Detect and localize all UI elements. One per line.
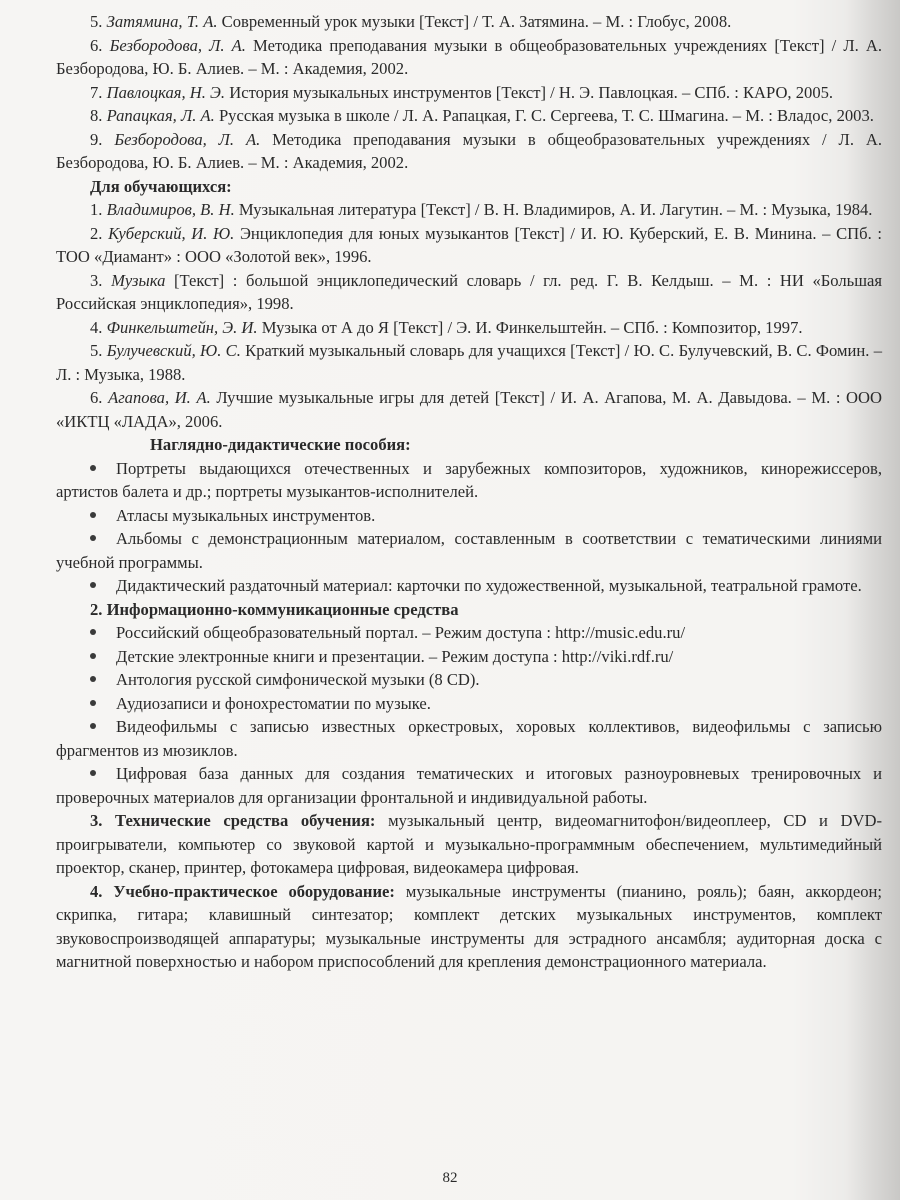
bullet-icon <box>90 676 96 682</box>
list-item: Видеофильмы с записью известных оркестровых, хоровых коллективов, видеофильмы с записью фрагментов из мюзиклов. <box>56 717 882 760</box>
reference-author: Агапова, И. А. <box>108 388 211 407</box>
bullet-icon <box>90 770 96 776</box>
list-item: Цифровая база данных для создания тематических и итоговых разноуровневых тренировочных и проверочных материалов для организации фронтальной и индивидуальной работы. <box>56 764 882 807</box>
reference-item: 6. Безбородова, Л. А. Методика преподавания музыки в общеобразовательных учреждениях [Текст] / Л. А. Безбородова, Ю. Б. Алиев. – М. : Академия, 2002. <box>56 35 883 78</box>
reference-author: Рапацкая, Л. А. <box>106 106 215 125</box>
bullet-icon <box>90 700 96 706</box>
practical-text: музыкальные инструменты (пианино, рояль); баян, аккордеон; скрипка, гитара; клавишный синтезатор; комплект детских музыкальных инструментов, комплект звуковоспроизводящей аппаратуры; музыкальные инструменты для эстрадного ансамбля; аудиторная доска с магнитной поверхностью и набором приспособлений для крепления демонстрационного материала. <box>56 881 882 971</box>
bullet-icon <box>90 629 96 635</box>
reference-text: Краткий музыкальный словарь для учащихся [Текст] / Ю. С. Булучевский, В. С. Фомин. – Л. : Музыка, 1988. <box>56 341 882 384</box>
reference-item: 6. Агапова, И. А. Лучшие музыкальные игры для детей [Текст] / И. А. Агапова, М. А. Давыдова. – М. : ООО «ИКТЦ «ЛАДА», 2006. <box>56 388 883 431</box>
list-item: Альбомы с демонстрационным материалом, составленным в соответствии с тематическими линиями учебной программы. <box>56 529 882 572</box>
reference-item: 5. Булучевский, Ю. С. Краткий музыкальный словарь для учащихся [Текст] / Ю. С. Булучевский, В. С. Фомин. – Л. : Музыка, 1988. <box>56 341 882 384</box>
reference-author: Безбородова, Л. А. <box>109 35 246 55</box>
students-heading: Для обучающихся: <box>90 176 232 196</box>
reference-text: [Текст] : большой энциклопедический словарь / гл. ред. Г. В. Келдыш. – М. : НИ «Большая Российская энциклопедия», 1998. <box>56 270 882 313</box>
visual-aids-heading: Наглядно-дидактические пособия: <box>150 435 411 454</box>
reference-text: Музыкальная литература [Текст] / В. Н. Владимиров, А. И. Лагутин. – М. : Музыка, 1984. <box>238 200 873 219</box>
bullet-icon <box>90 535 96 541</box>
list-item: Аудиозаписи и фонохрестоматии по музыке. <box>56 692 882 716</box>
bullet-icon <box>90 582 96 588</box>
bullet-icon <box>90 723 96 729</box>
reference-author: Безбородова, Л. А. <box>114 129 261 149</box>
reference-item: 8. Рапацкая, Л. А. Русская музыка в школе / Л. А. Рапацкая, Г. С. Сергеева, Т. С. Шмагина. – М. : Владос, 2003. <box>90 106 874 125</box>
list-item: Антология русской симфонической музыки (8 CD). <box>56 668 882 692</box>
list-item: Российский общеобразовательный портал. – Режим доступа : http://music.edu.ru/ <box>56 621 882 645</box>
reference-item: 4. Финкельштейн, Э. И. Музыка от А до Я [Текст] / Э. И. Финкельштейн. – СПб. : Композитор, 1997. <box>90 317 803 337</box>
reference-text: Русская музыка в школе / Л. А. Рапацкая, Г. С. Сергеева, Т. С. Шмагина. – М. : Владос, 2003. <box>218 106 874 125</box>
reference-author: Финкельштейн, Э. И. <box>106 317 258 337</box>
reference-item: 3. Музыка [Текст] : большой энциклопедический словарь / гл. ред. Г. В. Келдыш. – М. : НИ «Большая Российская энциклопедия», 1998. <box>56 270 882 313</box>
reference-author: Владимиров, В. Н. <box>106 200 235 219</box>
reference-author: Затямина, Т. А. <box>106 12 218 31</box>
reference-author: Музыка <box>111 270 166 290</box>
bullet-icon <box>90 465 96 471</box>
technical-section <box>56 809 882 880</box>
practical-section <box>56 880 882 974</box>
list-item: Дидактический раздаточный материал: карточки по художественной, музыкальной, театральной грамоте. <box>56 574 882 598</box>
ict-heading: 2. Информационно-коммуникационные средства <box>90 599 459 619</box>
reference-text: Музыка от А до Я [Текст] / Э. И. Финкельштейн. – СПб. : Композитор, 1997. <box>261 317 803 337</box>
reference-author: Куберский, И. Ю. <box>108 223 235 243</box>
reference-text: Энциклопедия для юных музыкантов [Текст] / И. Ю. Куберский, Е. В. Минина. – СПб. : ТОО «Диамант» : ООО «Золотой век», 1996. <box>56 223 882 266</box>
reference-text: Методика преподавания музыки в общеобразовательных учреждениях [Текст] / Л. А. Безбородова, Ю. Б. Алиев. – М. : Академия, 2002. <box>56 35 883 78</box>
list-item: Детские электронные книги и презентации. – Режим доступа : http://viki.rdf.ru/ <box>56 645 882 669</box>
technical-text: музыкальный центр, видеомагнитофон/видеоплеер, CD и DVD-проигрыватели, компьютер со звуковой картой и музыкально-программным обеспечением, мультимедийный проектор, сканер, принтер, фотокамера цифровая, видеокамера цифровая. <box>56 811 883 877</box>
reference-item: 9. Безбородова, Л. А. Методика преподавания музыки в общеобразовательных учреждениях / Л. А. Безбородова, Ю. Б. Алиев. – М. : Академия, 2002. <box>56 129 882 172</box>
reference-text: Лучшие музыкальные игры для детей [Текст] / И. А. Агапова, М. А. Давыдова. – М. : ООО «ИКТЦ «ЛАДА», 2006. <box>56 388 883 431</box>
technical-title: 3. Технические средства обучения: <box>90 811 376 830</box>
list-item: Атласы музыкальных инструментов. <box>56 504 882 528</box>
reference-item: 5. Затямина, Т. А. Современный урок музыки [Текст] / Т. А. Затямина. – М. : Глобус, 2008. <box>90 12 732 31</box>
bullet-icon <box>90 512 96 518</box>
bullet-icon <box>90 653 96 659</box>
list-item: Портреты выдающихся отечественных и зарубежных композиторов, художников, кинорежиссеров, артистов балета и др.; портреты музыкантов-исполнителей. <box>56 458 882 501</box>
page-number: 82 <box>442 1170 458 1186</box>
reference-author: Павлоцкая, Н. Э. <box>106 82 226 102</box>
reference-text: Методика преподавания музыки в общеобразовательных учреждениях / Л. А. Безбородова, Ю. Б. Алиев. – М. : Академия, 2002. <box>56 129 882 172</box>
reference-text: Современный урок музыки [Текст] / Т. А. Затямина. – М. : Глобус, 2008. <box>221 12 732 31</box>
reference-item: 7. Павлоцкая, Н. Э. История музыкальных инструментов [Текст] / Н. Э. Павлоцкая. – СПб. : КАРО, 2005. <box>90 82 834 102</box>
reference-item: 2. Куберский, И. Ю. Энциклопедия для юных музыкантов [Текст] / И. Ю. Куберский, Е. В. Минина. – СПб. : ТОО «Диамант» : ООО «Золотой век», 1996. <box>56 223 882 266</box>
practical-title: 4. Учебно-практическое оборудование: <box>90 881 395 901</box>
reference-text: История музыкальных инструментов [Текст] / Н. Э. Павлоцкая. – СПб. : КАРО, 2005. <box>229 82 834 102</box>
page-content <box>56 10 882 974</box>
reference-item: 1. Владимиров, В. Н. Музыкальная литература [Текст] / В. Н. Владимиров, А. И. Лагутин. – М. : Музыка, 1984. <box>90 200 873 219</box>
reference-author: Булучевский, Ю. С. <box>106 341 241 360</box>
